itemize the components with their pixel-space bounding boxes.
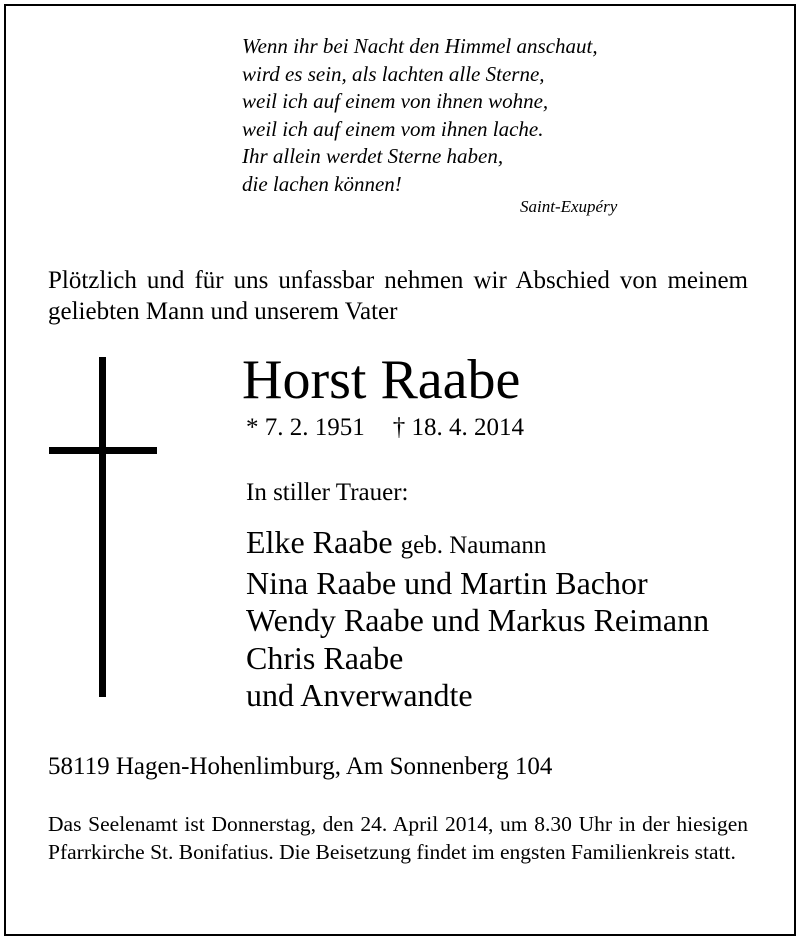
cross-icon — [99, 357, 106, 697]
family-member: Nina Raabe und Martin Bachor — [246, 564, 648, 601]
family-member — [246, 524, 709, 565]
family-list — [246, 524, 709, 715]
poem-line: weil ich auf einem von ihnen wohne, — [242, 89, 549, 113]
poem-line: Ihr allein werdet Sterne haben, — [242, 144, 504, 168]
poem-line: Wenn ihr bei Nacht den Himmel anschaut, — [242, 34, 598, 58]
family-member: Chris Raabe — [246, 639, 404, 676]
poem — [242, 33, 598, 198]
life-dates — [246, 414, 524, 442]
family-member: Wendy Raabe und Markus Reimann — [246, 602, 710, 638]
family-member-name: Elke Raabe — [246, 524, 393, 560]
deceased-name: Horst Raabe — [242, 349, 521, 411]
poem-line: weil ich auf einem vom ihnen lache. — [242, 116, 544, 141]
cross-icon-bar — [49, 447, 157, 454]
poem-line: wird es sein, als lachten alle Sterne, — [242, 61, 545, 86]
intro-text: Plötzlich und für uns unfassbar nehmen wir Abschied von meinem geliebten Mann und unserem Vater — [48, 267, 748, 325]
funeral-notice: Das Seelenamt ist Donnerstag, den 24. April 2014, um 8.30 Uhr in der hiesigen Pfarrkirche St. Bonifatius. Die Beisetzung findet im engsten Familienkreis statt. — [48, 812, 748, 864]
birth-date: * 7. 2. 1951 — [246, 414, 365, 441]
maiden-name: geb. Naumann — [400, 532, 547, 559]
family-member: und Anverwandte — [246, 677, 473, 713]
mourning-label: In stiller Trauer: — [246, 479, 409, 506]
address: 58119 Hagen-Hohenlimburg, Am Sonnenberg 104 — [48, 753, 553, 780]
death-date: † 18. 4. 2014 — [392, 414, 524, 441]
poem-author: Saint-Exupéry — [520, 197, 618, 216]
poem-line: die lachen können! — [242, 171, 402, 196]
